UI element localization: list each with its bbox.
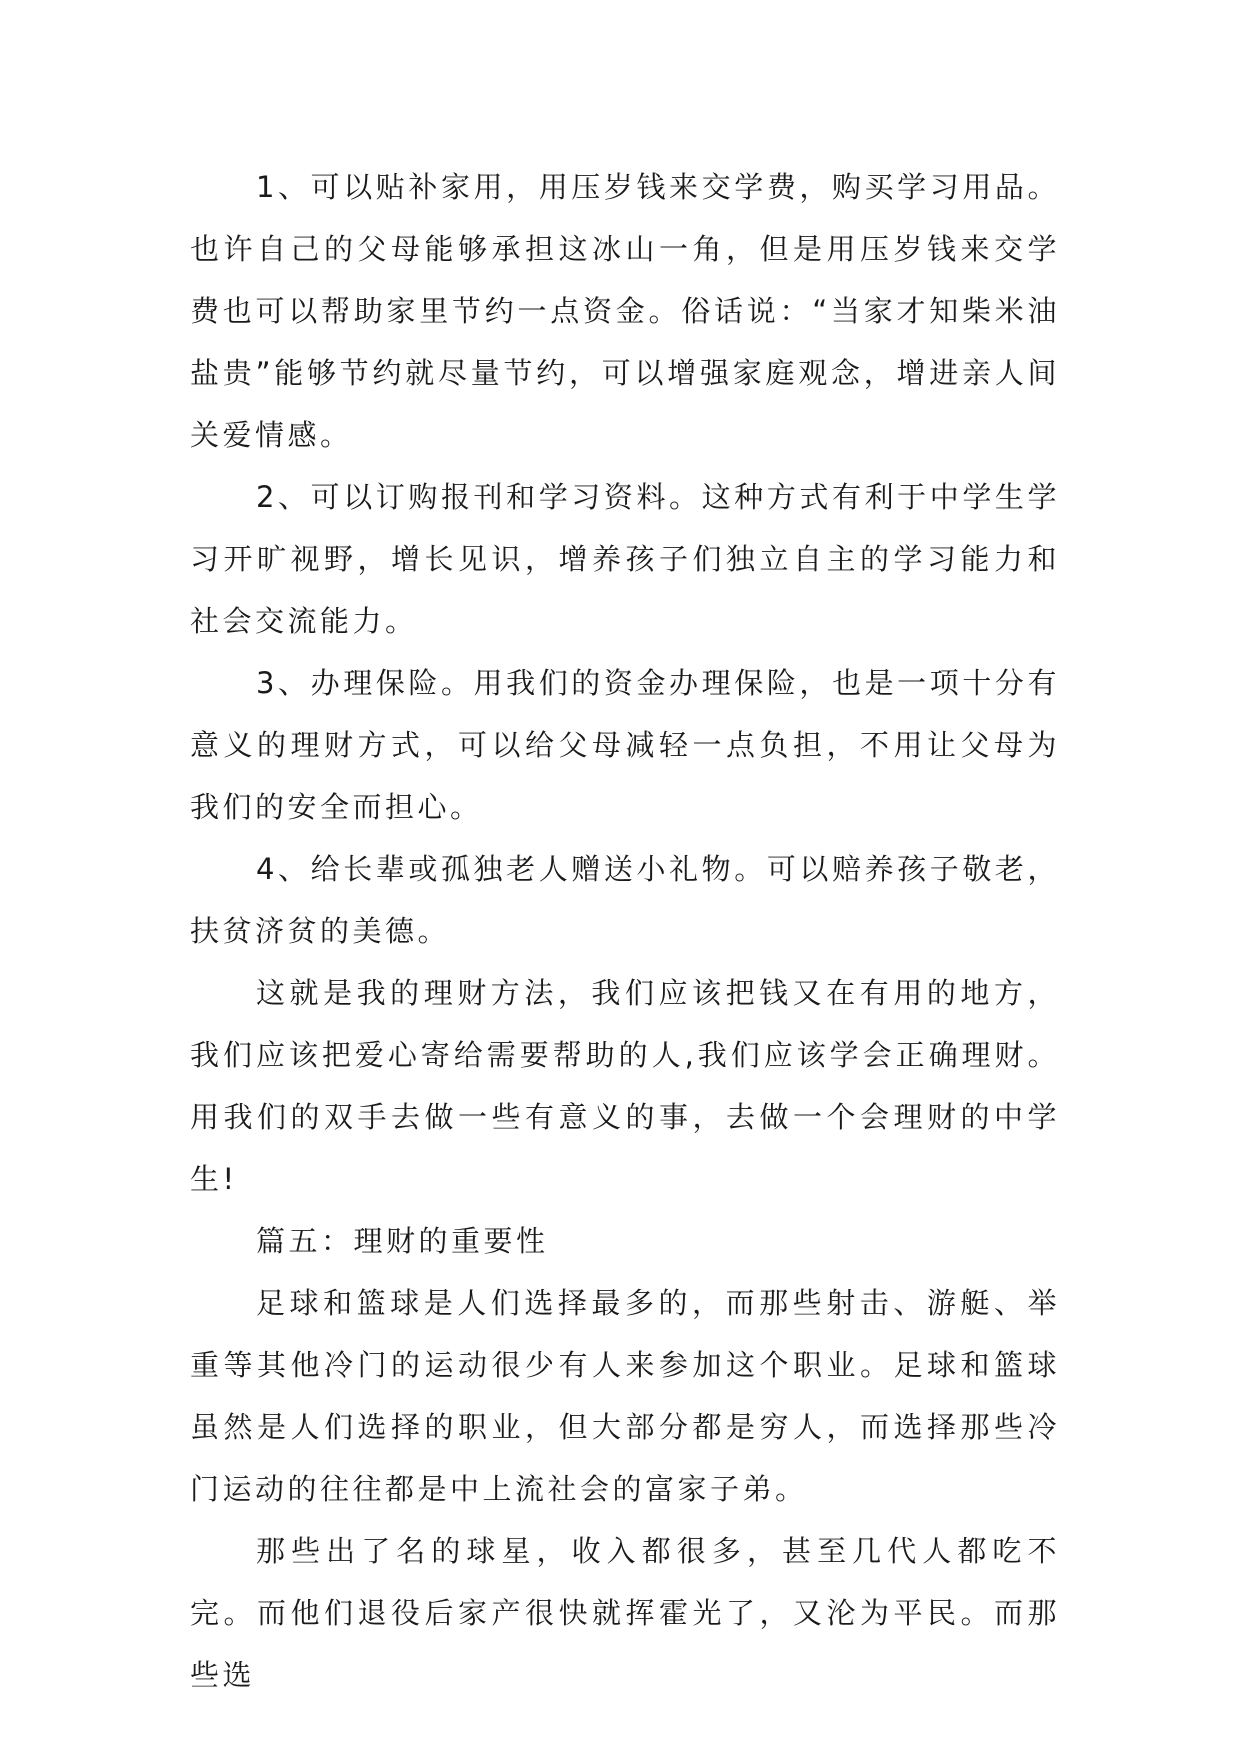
section-heading: 篇五：理财的重要性	[256, 1224, 549, 1258]
paragraph-4: 4、给长辈或孤独老人赠送小礼物。可以赔养孩子敬老，扶贫济贫的美德。	[190, 852, 1060, 948]
paragraph-6: 足球和篮球是人们选择最多的，而那些射击、游艇、举重等其他冷门的运动很少有人来参加这个职业。足球和篮球虽然是人们选择的职业，但大部分都是穷人，而选择那些冷门运动的往往都是中上流社会的富家子弟。	[190, 1286, 1060, 1506]
document-body	[190, 156, 1060, 1706]
paragraph-5: 这就是我的理财方法，我们应该把钱又在有用的地方，我们应该把爱心寄给需要帮助的人,我们应该学会正确理财。用我们的双手去做一些有意义的事，去做一个会理财的中学生!	[190, 976, 1060, 1196]
paragraph-2: 2、可以订购报刊和学习资料。这种方式有利于中学生学习开旷视野，增长见识，增养孩子们独立自主的学习能力和社会交流能力。	[190, 480, 1060, 638]
paragraph-3: 3、办理保险。用我们的资金办理保险，也是一项十分有意义的理财方式，可以给父母减轻一点负担，不用让父母为我们的安全而担心。	[190, 666, 1060, 824]
paragraph-1: 1、可以贴补家用，用压岁钱来交学费，购买学习用品。也许自己的父母能够承担这冰山一角，但是用压岁钱来交学费也可以帮助家里节约一点资金。俗话说：“当家才知柴米油盐贵”能够节约就尽量节约，可以增强家庭观念，增进亲人间关爱情感。	[190, 170, 1060, 452]
paragraph-7: 那些出了名的球星，收入都很多，甚至几代人都吃不完。而他们退役后家产很快就挥霍光了，又沦为平民。而那些选	[190, 1534, 1060, 1692]
